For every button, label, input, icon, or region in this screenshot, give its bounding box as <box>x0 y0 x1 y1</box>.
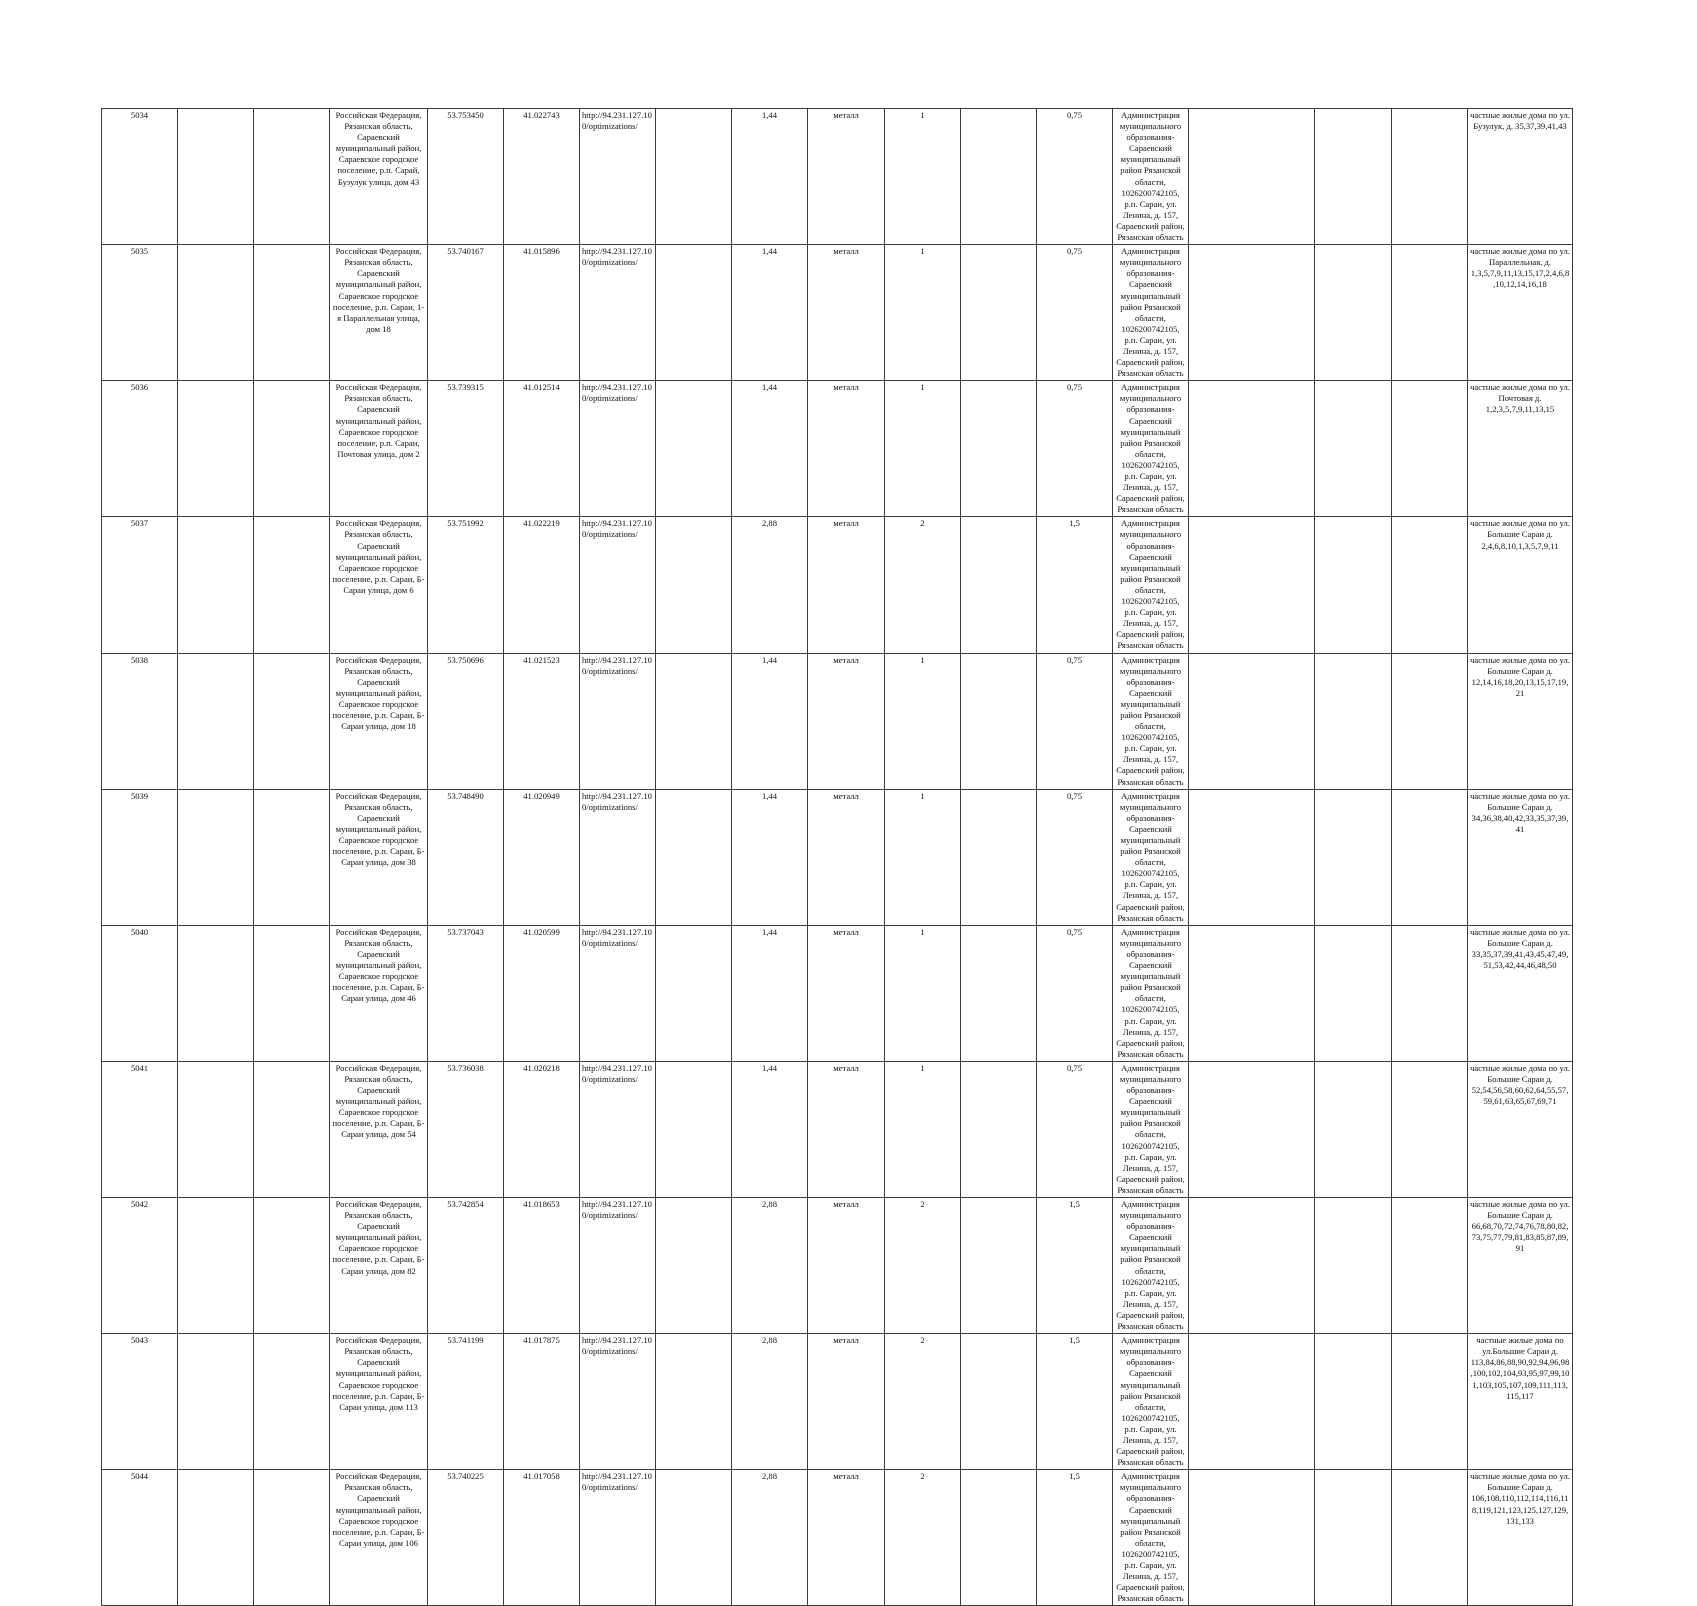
empty-cell <box>178 245 254 381</box>
empty-cell <box>961 1470 1037 1606</box>
container-count-cell: 2 <box>885 1198 961 1334</box>
empty-cell <box>1189 381 1315 517</box>
scheme-link[interactable]: http://94.231.127.100/optimizations/ <box>580 245 656 381</box>
latitude-cell: 53.737043 <box>428 925 504 1061</box>
empty-cell <box>1315 789 1392 925</box>
empty-cell <box>1189 245 1315 381</box>
empty-cell <box>1392 1198 1468 1334</box>
area-cell: 1,44 <box>732 1061 808 1197</box>
latitude-cell: 53.753450 <box>428 109 504 245</box>
empty-cell <box>1189 109 1315 245</box>
empty-cell <box>178 1198 254 1334</box>
waste-sources-cell: частные жилые дома по ул. Большие Сараи д. 66,68,70,72,74,76,78,80,82,73,75,77,79,81,83,85,87,89,91 <box>1468 1198 1573 1334</box>
empty-cell <box>656 653 732 789</box>
empty-cell <box>254 789 330 925</box>
empty-cell <box>254 925 330 1061</box>
empty-cell <box>656 245 732 381</box>
empty-cell <box>1392 1470 1468 1606</box>
empty-cell <box>656 1334 732 1470</box>
address-cell: Российская Федерация, Рязанская область, Сараевский муниципальный район, Сараевское городское поселение, р.п. Сарай, Бузулук улица, дом 43 <box>330 109 428 245</box>
row-number: 5034 <box>102 109 178 245</box>
container-count-cell: 1 <box>885 925 961 1061</box>
longitude-cell: 41.017058 <box>504 1470 580 1606</box>
table-row <box>102 517 1573 653</box>
empty-cell <box>656 517 732 653</box>
table-row <box>102 381 1573 517</box>
scheme-link[interactable]: http://94.231.127.100/optimizations/ <box>580 789 656 925</box>
address-cell: Российская Федерация, Рязанская область, Сараевский муниципальный район, Сараевское городское поселение, р.п. Сараи, Б-Сараи улица, дом 82 <box>330 1198 428 1334</box>
volume-cell: 0,75 <box>1037 109 1113 245</box>
row-number: 5036 <box>102 381 178 517</box>
container-count-cell: 1 <box>885 653 961 789</box>
empty-cell <box>1189 1470 1315 1606</box>
area-cell: 2,88 <box>732 1470 808 1606</box>
empty-cell <box>961 1198 1037 1334</box>
empty-cell <box>1315 925 1392 1061</box>
table-row <box>102 925 1573 1061</box>
material-cell: металл <box>808 245 885 381</box>
empty-cell <box>178 653 254 789</box>
empty-cell <box>1189 925 1315 1061</box>
table-row <box>102 653 1573 789</box>
material-cell: металл <box>808 789 885 925</box>
material-cell: металл <box>808 1470 885 1606</box>
latitude-cell: 53.740225 <box>428 1470 504 1606</box>
empty-cell <box>1392 245 1468 381</box>
owner-cell: Администрация муниципального образования-Сараевский муниципальный район Рязанской области, 1026200742105, р.п. Сараи, ул. Ленина, д. 157, Сараевский район, Рязанская область <box>1113 381 1189 517</box>
volume-cell: 0,75 <box>1037 381 1113 517</box>
volume-cell: 0,75 <box>1037 245 1113 381</box>
longitude-cell: 41.017875 <box>504 1334 580 1470</box>
row-number: 5037 <box>102 517 178 653</box>
table-row <box>102 1334 1573 1470</box>
material-cell: металл <box>808 1198 885 1334</box>
owner-cell: Администрация муниципального образования-Сараевский муниципальный район Рязанской области, 1026200742105, р.п. Сараи, ул. Ленина, д. 157, Сараевский район, Рязанская область <box>1113 1334 1189 1470</box>
container-count-cell: 1 <box>885 789 961 925</box>
longitude-cell: 41.021523 <box>504 653 580 789</box>
address-cell: Российская Федерация, Рязанская область, Сараевский муниципальный район, Сараевское городское поселение, р.п. Сараи, Почтовая улица, дом 2 <box>330 381 428 517</box>
owner-cell: Администрация муниципального образования-Сараевский муниципальный район Рязанской области, 1026200742105, р.п. Сараи, ул. Ленина, д. 157, Сараевский район, Рязанская область <box>1113 1061 1189 1197</box>
empty-cell <box>1315 109 1392 245</box>
empty-cell <box>254 381 330 517</box>
owner-cell: Администрация муниципального образования-Сараевский муниципальный район Рязанской области, 1026200742105, р.п. Сараи, ул. Ленина, д. 157, Сараевский район, Рязанская область <box>1113 653 1189 789</box>
empty-cell <box>656 109 732 245</box>
empty-cell <box>178 1334 254 1470</box>
area-cell: 2,88 <box>732 1198 808 1334</box>
empty-cell <box>656 1470 732 1606</box>
empty-cell <box>178 381 254 517</box>
longitude-cell: 41.018653 <box>504 1198 580 1334</box>
empty-cell <box>961 109 1037 245</box>
address-cell: Российская Федерация, Рязанская область, Сараевский муниципальный район, Сараевское городское поселение, р.п. Сараи, Б-Сараи улица, дом 46 <box>330 925 428 1061</box>
latitude-cell: 53.740167 <box>428 245 504 381</box>
container-count-cell: 1 <box>885 245 961 381</box>
area-cell: 2,88 <box>732 517 808 653</box>
address-cell: Российская Федерация, Рязанская область, Сараевский муниципальный район, Сараевское городское поселение, р.п. Сараи, Б-Сараи улица, дом 106 <box>330 1470 428 1606</box>
material-cell: металл <box>808 1334 885 1470</box>
empty-cell <box>1315 1334 1392 1470</box>
latitude-cell: 53.750696 <box>428 653 504 789</box>
empty-cell <box>1392 1334 1468 1470</box>
empty-cell <box>961 245 1037 381</box>
row-number: 5040 <box>102 925 178 1061</box>
empty-cell <box>1189 653 1315 789</box>
empty-cell <box>961 1334 1037 1470</box>
address-cell: Российская Федерация, Рязанская область, Сараевский муниципальный район, Сараевское городское поселение, р.п. Сараи, 1-я Параллельная улица, дом 18 <box>330 245 428 381</box>
container-count-cell: 1 <box>885 1061 961 1197</box>
table-row <box>102 245 1573 381</box>
empty-cell <box>1392 653 1468 789</box>
empty-cell <box>254 1198 330 1334</box>
waste-sources-cell: частные жилые дома по ул. Большие Сараи д. 2,4,6,8,10,1,3,5,7,9,11 <box>1468 517 1573 653</box>
empty-cell <box>178 789 254 925</box>
empty-cell <box>1392 381 1468 517</box>
empty-cell <box>1315 517 1392 653</box>
empty-cell <box>1315 1061 1392 1197</box>
volume-cell: 1,5 <box>1037 1334 1113 1470</box>
area-cell: 1,44 <box>732 245 808 381</box>
empty-cell <box>961 653 1037 789</box>
empty-cell <box>961 517 1037 653</box>
empty-cell <box>961 1061 1037 1197</box>
waste-sources-cell: частные жилые дома по ул.Большие Сараи д. 113,84,86,88,90,92,94,96,98,100,102,104,93,95,97,99,101,103,105,107,109,111,113,115,117 <box>1468 1334 1573 1470</box>
empty-cell <box>1315 653 1392 789</box>
empty-cell <box>1315 1198 1392 1334</box>
volume-cell: 1,5 <box>1037 1470 1113 1606</box>
volume-cell: 0,75 <box>1037 1061 1113 1197</box>
waste-sources-cell: частные жилые дома по ул. Большие Сараи д. 12,14,16,18,20,13,15,17,19,21 <box>1468 653 1573 789</box>
empty-cell <box>178 1470 254 1606</box>
area-cell: 1,44 <box>732 789 808 925</box>
row-number: 5044 <box>102 1470 178 1606</box>
container-count-cell: 1 <box>885 109 961 245</box>
empty-cell <box>1315 381 1392 517</box>
empty-cell <box>1392 925 1468 1061</box>
container-count-cell: 2 <box>885 1470 961 1606</box>
owner-cell: Администрация муниципального образования-Сараевский муниципальный район Рязанской области, 1026200742105, р.п. Сараи, ул. Ленина, д. 157, Сараевский район, Рязанская область <box>1113 1470 1189 1606</box>
empty-cell <box>254 1334 330 1470</box>
row-number: 5042 <box>102 1198 178 1334</box>
address-cell: Российская Федерация, Рязанская область, Сараевский муниципальный район, Сараевское городское поселение, р.п. Сараи, Б-Сараи улица, дом 18 <box>330 653 428 789</box>
volume-cell: 0,75 <box>1037 653 1113 789</box>
empty-cell <box>254 1061 330 1197</box>
empty-cell <box>656 1061 732 1197</box>
waste-sources-cell: частные жилые дома по ул. Большие Сараи д. 52,54,56,58,60,62,64,55,57,59,61,63,65,67,69,71 <box>1468 1061 1573 1197</box>
table-row <box>102 1470 1573 1606</box>
scheme-link[interactable]: http://94.231.127.100/optimizations/ <box>580 1334 656 1470</box>
scheme-link[interactable]: http://94.231.127.100/optimizations/ <box>580 381 656 517</box>
longitude-cell: 41.015896 <box>504 245 580 381</box>
waste-sources-cell: частные жилые дома по ул. Большие Сараи д. 33,35,37,39,41,43,45,47,49,51,53,42,44,46,48,50 <box>1468 925 1573 1061</box>
empty-cell <box>254 245 330 381</box>
owner-cell: Администрация муниципального образования-Сараевский муниципальный район Рязанской области, 1026200742105, р.п. Сараи, ул. Ленина, д. 157, Сараевский район, Рязанская область <box>1113 109 1189 245</box>
empty-cell <box>1315 245 1392 381</box>
longitude-cell: 41.020949 <box>504 789 580 925</box>
empty-cell <box>178 517 254 653</box>
owner-cell: Администрация муниципального образования-Сараевский муниципальный район Рязанской области, 1026200742105, р.п. Сараи, ул. Ленина, д. 157, Сараевский район, Рязанская область <box>1113 789 1189 925</box>
owner-cell: Администрация муниципального образования-Сараевский муниципальный район Рязанской области, 1026200742105, р.п. Сараи, ул. Ленина, д. 157, Сараевский район, Рязанская область <box>1113 925 1189 1061</box>
area-cell: 1,44 <box>732 381 808 517</box>
material-cell: металл <box>808 1061 885 1197</box>
empty-cell <box>254 1470 330 1606</box>
latitude-cell: 53.742854 <box>428 1198 504 1334</box>
volume-cell: 0,75 <box>1037 925 1113 1061</box>
material-cell: металл <box>808 925 885 1061</box>
row-number: 5043 <box>102 1334 178 1470</box>
container-count-cell: 2 <box>885 1334 961 1470</box>
empty-cell <box>178 1061 254 1197</box>
longitude-cell: 41.020599 <box>504 925 580 1061</box>
longitude-cell: 41.020218 <box>504 1061 580 1197</box>
waste-sources-cell: частные жилые дома по ул. Большие Сараи д. 34,36,38,40,42,33,35,37,39,41 <box>1468 789 1573 925</box>
area-cell: 2,88 <box>732 1334 808 1470</box>
address-cell: Российская Федерация, Рязанская область, Сараевский муниципальный район, Сараевское городское поселение, р.п. Сараи, Б-Сараи улица, дом 6 <box>330 517 428 653</box>
scheme-link[interactable]: http://94.231.127.100/optimizations/ <box>580 1470 656 1606</box>
material-cell: металл <box>808 517 885 653</box>
material-cell: металл <box>808 109 885 245</box>
address-cell: Российская Федерация, Рязанская область, Сараевский муниципальный район, Сараевское городское поселение, р.п. Сараи, Б-Сараи улица, дом 113 <box>330 1334 428 1470</box>
waste-sources-cell: частные жилые дома по ул. Большие Сараи д. 106,108,110,112,114,116,118,119,121,123,125,127,129,131,133 <box>1468 1470 1573 1606</box>
latitude-cell: 53.741199 <box>428 1334 504 1470</box>
empty-cell <box>961 789 1037 925</box>
waste-sources-cell: частные жилые дома по ул. Параллельная, д. 1,3,5,7,9,11,13,15,17,2,4,6,8,10,12,14,16,18 <box>1468 245 1573 381</box>
empty-cell <box>656 1198 732 1334</box>
empty-cell <box>961 925 1037 1061</box>
empty-cell <box>1189 789 1315 925</box>
scheme-link[interactable]: http://94.231.127.100/optimizations/ <box>580 1198 656 1334</box>
scheme-link[interactable]: http://94.231.127.100/optimizations/ <box>580 517 656 653</box>
row-number: 5038 <box>102 653 178 789</box>
empty-cell <box>178 925 254 1061</box>
owner-cell: Администрация муниципального образования-Сараевский муниципальный район Рязанской области, 1026200742105, р.п. Сараи, ул. Ленина, д. 157, Сараевский район, Рязанская область <box>1113 517 1189 653</box>
empty-cell <box>1392 517 1468 653</box>
volume-cell: 0,75 <box>1037 789 1113 925</box>
row-number: 5035 <box>102 245 178 381</box>
empty-cell <box>1189 1198 1315 1334</box>
address-cell: Российская Федерация, Рязанская область, Сараевский муниципальный район, Сараевское городское поселение, р.п. Сараи, Б-Сараи улица, дом 54 <box>330 1061 428 1197</box>
latitude-cell: 53.748490 <box>428 789 504 925</box>
empty-cell <box>1189 1334 1315 1470</box>
volume-cell: 1,5 <box>1037 517 1113 653</box>
material-cell: металл <box>808 381 885 517</box>
latitude-cell: 53.739315 <box>428 381 504 517</box>
table-row <box>102 109 1573 245</box>
empty-cell <box>254 653 330 789</box>
row-number: 5041 <box>102 1061 178 1197</box>
longitude-cell: 41.022219 <box>504 517 580 653</box>
empty-cell <box>656 925 732 1061</box>
empty-cell <box>1189 1061 1315 1197</box>
scheme-link[interactable]: http://94.231.127.100/optimizations/ <box>580 925 656 1061</box>
table-row <box>102 1061 1573 1197</box>
latitude-cell: 53.736038 <box>428 1061 504 1197</box>
scheme-link[interactable]: http://94.231.127.100/optimizations/ <box>580 653 656 789</box>
waste-sources-cell: частные жилые дома по ул. Бузулук, д. 35,37,39,41,43 <box>1468 109 1573 245</box>
waste-sources-cell: частные жилые дома по ул. Почтовая д. 1,2,3,5,7,9,11,13,15 <box>1468 381 1573 517</box>
area-cell: 1,44 <box>732 109 808 245</box>
area-cell: 1,44 <box>732 653 808 789</box>
empty-cell <box>1189 517 1315 653</box>
row-number: 5039 <box>102 789 178 925</box>
registry-table <box>101 108 1573 1606</box>
table-row <box>102 789 1573 925</box>
scheme-link[interactable]: http://94.231.127.100/optimizations/ <box>580 109 656 245</box>
area-cell: 1,44 <box>732 925 808 1061</box>
container-count-cell: 1 <box>885 381 961 517</box>
latitude-cell: 53.751992 <box>428 517 504 653</box>
empty-cell <box>656 381 732 517</box>
empty-cell <box>254 517 330 653</box>
table-row <box>102 1198 1573 1334</box>
scheme-link[interactable]: http://94.231.127.100/optimizations/ <box>580 1061 656 1197</box>
owner-cell: Администрация муниципального образования-Сараевский муниципальный район Рязанской области, 1026200742105, р.п. Сараи, ул. Ленина, д. 157, Сараевский район, Рязанская область <box>1113 245 1189 381</box>
empty-cell <box>1315 1470 1392 1606</box>
empty-cell <box>961 381 1037 517</box>
owner-cell: Администрация муниципального образования-Сараевский муниципальный район Рязанской области, 1026200742105, р.п. Сараи, ул. Ленина, д. 157, Сараевский район, Рязанская область <box>1113 1198 1189 1334</box>
longitude-cell: 41.012514 <box>504 381 580 517</box>
container-count-cell: 2 <box>885 517 961 653</box>
empty-cell <box>656 789 732 925</box>
empty-cell <box>254 109 330 245</box>
longitude-cell: 41.022743 <box>504 109 580 245</box>
empty-cell <box>1392 109 1468 245</box>
volume-cell: 1,5 <box>1037 1198 1113 1334</box>
empty-cell <box>178 109 254 245</box>
material-cell: металл <box>808 653 885 789</box>
empty-cell <box>1392 1061 1468 1197</box>
empty-cell <box>1392 789 1468 925</box>
address-cell: Российская Федерация, Рязанская область, Сараевский муниципальный район, Сараевское городское поселение, р.п. Сараи, Б-Сараи улица, дом 38 <box>330 789 428 925</box>
